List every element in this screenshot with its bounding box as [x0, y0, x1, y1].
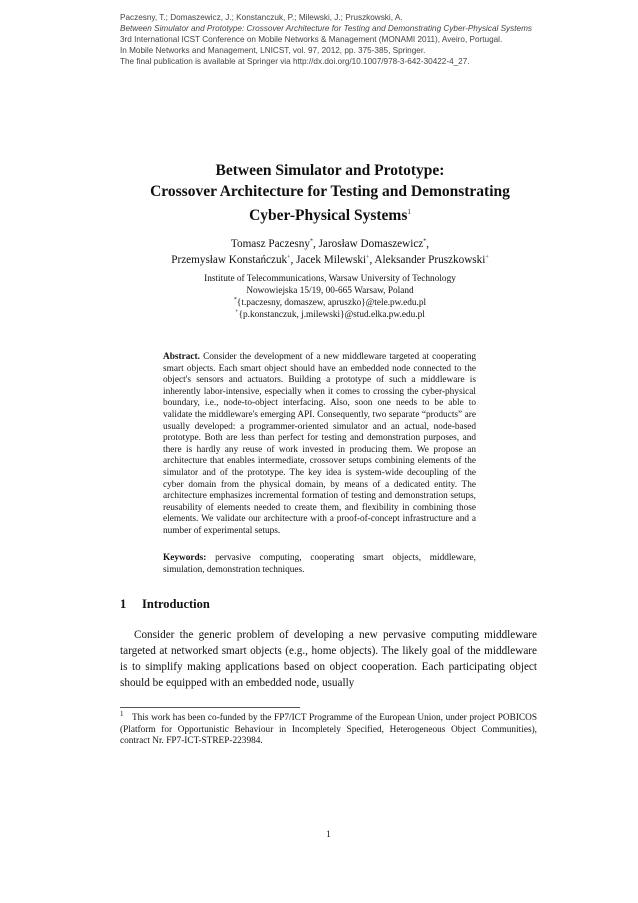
author-name: Tomasz Paczesny [230, 238, 310, 250]
email-text: {p.konstanczuk, j.milewski}@stud.elka.pw.edu.pl [238, 310, 425, 320]
footnote-text: This work has been co-funded by the FP7/ICT Programme of the European Union, under project POBICOS (Platform for Opportunistic Behaviour in Incompletely Specified, Heterogeneous Object Communities), contract Nr. FP7-ICT-STREP-223984. [120, 713, 537, 747]
citation-header [120, 12, 590, 67]
abstract-text: Consider the development of a new middleware targeted at cooperating smart objects. Each smart object should have an embedded node connected to the object's sensors and actuators. Building a prototype of such a middleware is inherently labor-intensive, especially when it comes to crossing the cyber-physical boundary, i.e., node-to-object interfacing. Also, soon one needs to be able to validate the middleware's emerging API. Consequently, two separate “products” are usually developed: a programmer-oriented simulator and an actual, node-based prototype. Both are less than perfect for testing and demonstration purposes, and there is hardly any reuse of work invested in producing them. We propose an architecture that enables intermediate, crossover setups combining elements of the simulator and of the prototype. The key idea is system-wide decoupling of the cyber domain from the physical domain, by means of a dedicated entity. The architecture emphasizes incremental formation of testing and demonstration setups, reusability of elements needed to create them, and flexibility in combining those elements. We validate our architecture with a proof-of-concept infrastructure and a number of experimental setups. [163, 352, 476, 536]
footnote: 1 This work has been co-funded by the FP7/ICT Programme of the European Union, under project POBICOS (Platform for Opportunistic Behaviour in Incompletely Specified, Heterogeneous Object Communities), contract Nr. FP7-ICT-STREP-223984. [120, 709, 537, 747]
keywords-text: pervasive computing, cooperating smart objects, middleware, simulation, demonstration techniques. [163, 553, 476, 575]
title-line-3 [120, 202, 540, 226]
paper-title [120, 160, 540, 226]
section-heading [120, 597, 210, 612]
affiliation-institute: Institute of Telecommunications, Warsaw University of Technology [204, 274, 456, 284]
citation-authors: Paczesny, T.; Domaszewicz, J.; Konstanczuk, P.; Milewski, J.; Pruszkowski, A. [120, 13, 403, 22]
email-mark: * [233, 296, 237, 303]
email-mark: + [235, 308, 239, 315]
author-line-2 [120, 252, 540, 268]
author-line-1 [120, 236, 540, 252]
author-mark: * [423, 238, 427, 245]
abstract [163, 352, 476, 538]
section-title: Introduction [142, 597, 210, 611]
citation-title: Between Simulator and Prototype: Crossover Architecture for Testing and Demonstrating Cyber-Physical Systems [120, 24, 532, 33]
title-footnote-mark: 1 [407, 208, 411, 216]
affiliation-email-2 [120, 309, 540, 321]
affiliation [120, 273, 540, 321]
author-mark: + [366, 254, 370, 261]
intro-paragraph: Consider the generic problem of developing a new pervasive computing middleware targeted at networked smart objects (e.g., home objects). The likely goal of the middleware is to simplify making applications based on object cooperation. Each participating object should be equipped with an embedded node, usually [120, 629, 537, 689]
keywords [163, 553, 476, 576]
author-separator: , [426, 238, 430, 250]
author-name: , Aleksander Pruszkowski [369, 254, 486, 266]
title-line-3-text: Cyber-Physical Systems [249, 207, 408, 225]
abstract-label: Abstract. [163, 352, 200, 362]
citation-conference: 3rd International ICST Conference on Mobile Networks & Management (MONAMI 2011), Aveiro, Portugal. [120, 35, 503, 44]
title-line-2: Crossover Architecture for Testing and Demonstrating [150, 183, 510, 200]
affiliation-email-1 [120, 297, 540, 309]
email-text: {t.paczesny, domaszew, apruszko}@tele.pw.edu.pl [236, 298, 427, 308]
keywords-label: Keywords: [163, 553, 207, 563]
citation-proceedings: In Mobile Networks and Management, LNICST, vol. 97, 2012, pp. 375-385, Springer. [120, 46, 426, 55]
author-name: Przemysław Konstańczuk [171, 254, 288, 266]
citation-doi: The final publication is available at Springer via http://dx.doi.org/10.1007/978-3-642-30422-4_27. [120, 57, 470, 66]
author-name: , Jarosław Domaszewicz [312, 238, 424, 250]
author-mark: + [287, 254, 291, 261]
author-mark: * [309, 238, 313, 245]
author-list [120, 236, 540, 268]
page-number: 1 [326, 830, 331, 840]
affiliation-address: Nowowiejska 15/19, 00-665 Warsaw, Poland [246, 286, 414, 296]
title-line-1: Between Simulator and Prototype: [215, 162, 445, 179]
footnote-divider [120, 707, 300, 708]
author-mark: + [485, 254, 489, 261]
section-number: 1 [120, 597, 127, 611]
author-name: , Jacek Milewski [290, 254, 367, 266]
